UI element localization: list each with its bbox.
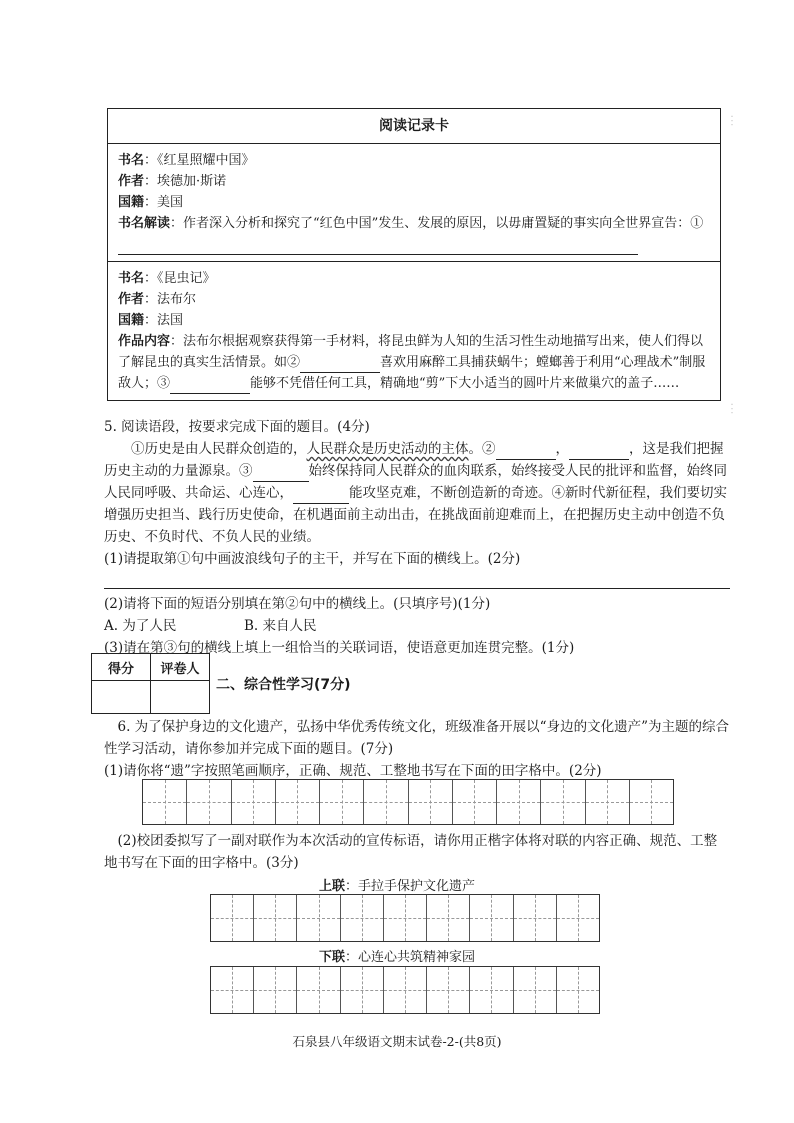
bleed-through-mark: ︙: [726, 114, 739, 128]
tian-grid-cell[interactable]: [427, 895, 470, 941]
card-title: 阅读记录卡: [108, 109, 720, 144]
question-6-part-2: (2)校团委拟写了一副对联作为本次活动的宣传标语，请你用正楷字体将对联的内容正确、规范、工整地书写在下面的田字格中。(3分): [104, 833, 718, 871]
tian-grid-cell[interactable]: [211, 895, 254, 941]
tian-grid-cell[interactable]: [427, 967, 470, 1013]
tian-grid-cell[interactable]: [470, 967, 513, 1013]
tian-grid-cell[interactable]: [557, 895, 599, 941]
tian-grid-cell[interactable]: [586, 780, 630, 824]
q5-blank-a[interactable]: [496, 459, 556, 460]
tian-grid-upper-couplet[interactable]: [210, 894, 600, 942]
tian-grid-cell[interactable]: [541, 780, 585, 824]
q5-blank-b[interactable]: [569, 459, 629, 460]
bleed-through-mark: ︙: [726, 402, 739, 416]
tian-grid-cell[interactable]: [341, 967, 384, 1013]
tian-grid-cell[interactable]: [276, 780, 320, 824]
tian-grid-cell[interactable]: [211, 967, 254, 1013]
score-box: 得分 评卷人: [91, 653, 210, 714]
tian-grid-cell[interactable]: [514, 895, 557, 941]
q5-blank-c[interactable]: [253, 481, 309, 482]
question-6: 6. 为了保护身边的文化遗产，弘扬中华优秀传统文化，班级准备开展以“身边的文化遗产”为主题的综合性学习活动，请你参加并完成下面的题目。(7分) (1)请你将“遗”字按照笔画顺序，正确、规范、工整地书写在下面的田字格中。(2分): [104, 719, 729, 779]
section-2-heading: 二、综合性学习(7分): [216, 677, 351, 693]
tian-grid-cell[interactable]: [514, 967, 557, 1013]
tian-grid-cell[interactable]: [143, 780, 187, 824]
page-footer: 石泉县八年级语文期末试卷-2-(共8页): [292, 1034, 502, 1049]
tian-grid-cell[interactable]: [297, 895, 340, 941]
tian-grid-cell[interactable]: [470, 895, 513, 941]
q5-answer-line[interactable]: [104, 570, 730, 589]
tian-grid-cell[interactable]: [320, 780, 364, 824]
tian-grid-cell[interactable]: [341, 895, 384, 941]
tian-grid-cell[interactable]: [384, 967, 427, 1013]
tian-grid-cell[interactable]: [187, 780, 231, 824]
grader-cell[interactable]: [151, 681, 210, 714]
book-entry-2: 书名：《昆虫记》 作者：法布尔 国籍：法国 作品内容：法布尔根据观察获得第一手材料，将昆虫鲜为人知的生活习性生动地描写出来，使人们得以了解昆虫的真实生活情景。如② 喜欢用麻醉工具捕获蜗牛；螳螂善于利用“心理战术”制服敌人；③ 能够不凭借任何工具，精确地“剪”下大小适当的圆叶片来做巢穴的盖子……: [108, 261, 720, 400]
tian-grid-cell[interactable]: [497, 780, 541, 824]
tian-grid-cell[interactable]: [409, 780, 453, 824]
answer-blank-3[interactable]: [170, 393, 250, 394]
tian-grid-cell[interactable]: [557, 967, 599, 1013]
tian-grid-cell[interactable]: [254, 895, 297, 941]
answer-blank-1[interactable]: [118, 254, 638, 255]
book-entry-1: 书名：《红星照耀中国》 作者：埃德加·斯诺 国籍：美国 书名解读：作者深入分析和探究了“红色中国”发生、发展的原因，以毋庸置疑的事实向全世界宣告：①: [108, 144, 720, 261]
lower-couplet-label: 下联：心连心共筑精神家园: [318, 950, 476, 965]
upper-couplet-label: 上联：手拉手保护文化遗产: [318, 879, 476, 894]
q5-passage: ①历史是由人民群众创造的，人民群众是历史活动的主体。② ， ，这是我们把握历史主动的力量源泉。③ 始终保持同人民群众的血肉联系，始终接受人民的批评和监督，始终同人民同呼吸、共命运、心连心， 能攻坚克难，不断创造新的奇迹。④新时代新征程，我们要切实增强历史担当、践行历史使命，在机遇面前主动出击，在挑战面前迎难而上，在把握历史主动中创造不负历史、不负时代、不负人民的业绩。: [104, 441, 727, 545]
tian-grid-cell[interactable]: [232, 780, 276, 824]
wavy-sentence: 人民群众是历史活动的主体: [306, 441, 469, 457]
q5-blank-d[interactable]: [293, 503, 349, 504]
tian-grid-cell[interactable]: [297, 967, 340, 1013]
tian-grid-cell[interactable]: [254, 967, 297, 1013]
tian-grid-yi-strokes[interactable]: [142, 779, 674, 825]
tian-grid-cell[interactable]: [364, 780, 408, 824]
tian-grid-cell[interactable]: [630, 780, 673, 824]
tian-grid-cell[interactable]: [384, 895, 427, 941]
reading-record-card: [107, 108, 721, 401]
tian-grid-lower-couplet[interactable]: [210, 966, 600, 1014]
tian-grid-cell[interactable]: [453, 780, 497, 824]
answer-blank-2[interactable]: [300, 372, 380, 373]
score-cell[interactable]: [92, 681, 151, 714]
question-5: 5. 阅读语段，按要求完成下面的题目。(4分) ①历史是由人民群众创造的，人民群众是历史活动的主体。② ， ，这是我们把握历史主动的力量源泉。③ 始终保持同人民群众的血肉联系，始终接受人民的批评和监督，始终同人民同呼吸、共命运、心连心， 能攻坚克难，不断创造新的奇迹。④新时代新征程，我们要切实增强历史担当、践行历史使命，在机遇面前主动出击，在挑战面前迎难而上，在把握历史主动中创造不负历史、不负时代、不负人民的业绩。 (1)请提取第①句中画波浪线句子的主干，并写在下面的横线上。(2分) (2)请将下面的短语分别填在第②句中的横线上。(只填序号)(1分) A. 为了人民 B. 来自人民 (3)请在第③句的横线上填上一组恰当的关联词语，使语意更加连贯完整。(1分): [104, 416, 730, 659]
